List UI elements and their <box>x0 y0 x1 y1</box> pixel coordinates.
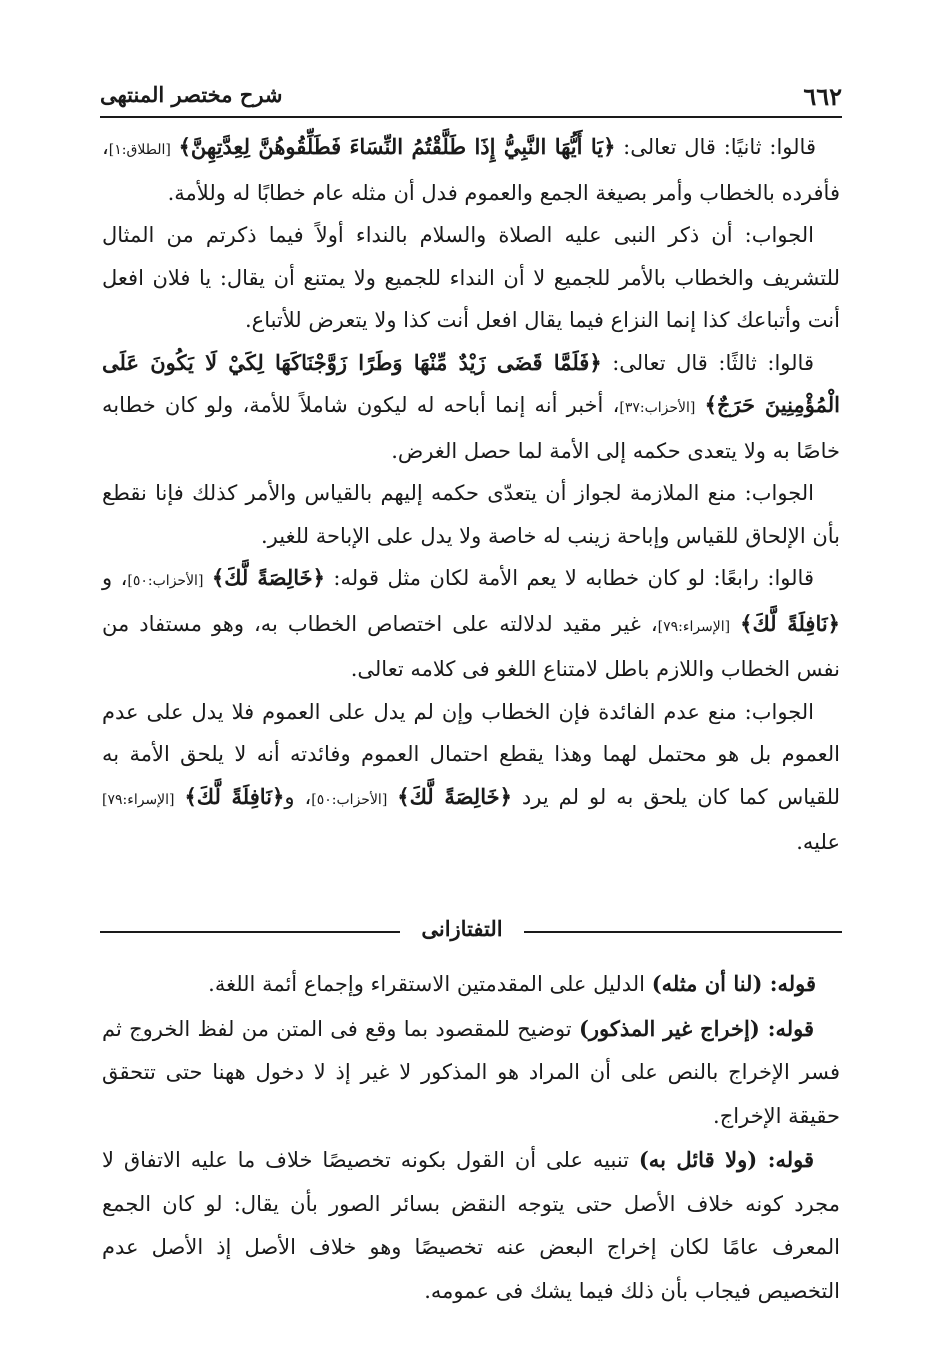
quran-verse: ﴿نَافِلَةً لَّكَ﴾ <box>184 783 285 809</box>
main-paragraph <box>102 342 840 473</box>
text-run: الجواب: أن ذكر النبى عليه الصلاة والسلام بالنداء أولاً فيما ذكرتم من المثال للتشريف والخطاب بالأمر للجميع لا أن النداء للجميع ولا يمتنع أن يقال: يا فلان افعل أنت وأتباعك كذا إنما النزاع فيما يقال افعل أنت كذا ولا يتعرض للأتباع. <box>102 223 840 332</box>
text-run: قالوا: ثانيًا: قال تعالى: <box>615 135 816 159</box>
text-run <box>695 393 704 417</box>
header-rule <box>100 116 842 118</box>
divider-line-left <box>100 931 400 933</box>
commentary-paragraph <box>102 1007 840 1139</box>
text-run: ، أخبر أنه إنما أباحه له ليكون شاملاً للأمة، ولو كان خطابه خاصًا به ولا يتعدى حكمه إلى الأمة لما حصل الغرض. <box>102 393 840 463</box>
text-run: عليه. <box>796 830 840 854</box>
commentary-paragraph <box>102 1138 840 1313</box>
main-text-block <box>102 126 840 864</box>
verse-reference: [الإسراء:٧٩] <box>102 791 175 808</box>
text-run <box>175 785 185 809</box>
text-run: ، فأفرده بالخطاب وأمر بصيغة الجمع والعموم فدل أن مثله عام خطابًا له وللأمة. <box>102 135 840 205</box>
main-paragraph <box>102 472 840 557</box>
quran-verse: ﴿خَالِصَةً لَّكَ﴾ <box>211 565 325 590</box>
verse-reference: [الأحزاب:٥٠] <box>311 791 388 808</box>
main-paragraph <box>102 214 840 342</box>
text-run: الجواب: منع الملازمة لجواز أن يتعدّى حكمه إليهم بالقياس والأمر كذلك فإنا نقطع بأن الإلحاق للقياس وإباحة زينب له خاصة ولا يدل على الإباحة للغير. <box>102 481 840 548</box>
commentary-lemma: قوله: (ولا قائل به) <box>638 1147 814 1172</box>
text-run: ، و <box>102 566 128 590</box>
quran-verse: ﴿نَافِلَةً لَّكَ﴾ <box>740 610 840 636</box>
verse-reference: [الإسراء:٧٩] <box>657 618 731 635</box>
text-run <box>730 612 740 636</box>
text-run <box>387 785 397 809</box>
text-run: ، غير مقيد لدلالته على اختصاص الخطاب به، وهو مستفاد من نفس الخطاب واللازم باطل لامتناع اللغو فى كلامه تعالى. <box>102 611 840 681</box>
page-header <box>100 80 842 116</box>
verse-reference: [الأحزاب:٣٧] <box>619 400 696 416</box>
commentary-lemma: قوله: (إخراج غير المذكور) <box>578 1015 814 1041</box>
text-run: ، و <box>284 784 312 809</box>
main-paragraph <box>102 126 840 214</box>
verse-reference: [الطلاق:١] <box>108 142 171 158</box>
section-divider <box>100 910 842 950</box>
verse-reference: [الأحزاب:٥٠] <box>127 573 204 589</box>
text-run: توضيح للمقصود بما وقع فى المتن من لفظ الخروج ثم فسر الإخراج بالنص على أن المراد هو المذكور لا غير إذ لا دخول ههنا حتى تتحقق حقيقة الإخراج. <box>102 1016 840 1128</box>
main-paragraph <box>102 691 840 864</box>
running-title: شرح مختصر المنتهى <box>100 82 283 107</box>
text-run: الجواب: منع عدم الفائدة فإن الخطاب وإن لم يدل على العموم فلا يدل على عدم العموم بل هو محتمل لهما وهذا يقطع احتمال العموم وفائدته أنه لا يلحق الأمة به للقياس كما كان يلحق به لو لم يرد <box>102 699 840 809</box>
text-run <box>203 566 211 590</box>
text-run: قالوا: ثالثًا: قال تعالى: <box>601 350 814 375</box>
text-run <box>171 135 179 159</box>
quran-verse: ﴿خَالِصَةً لَّكَ﴾ <box>397 783 512 809</box>
text-run: الدليل على المقدمتين الاستقراء وإجماع أئمة اللغة. <box>208 972 652 996</box>
text-run: تنبيه على أن القول بكونه تخصيصًا خلاف ما عليه الاتفاق لا مجرد كونه خلاف الأصل حتى يتوجه النقض بسائر الصور بأن يقال: لو كان الجمع المعرف عامًا لكان إخراج البعض عنه تخصيصًا وهو خلاف الأصل إذ الأصل عدم التخصيص فيجاب بأن ذلك فيما يشك فى عمومه. <box>102 1148 840 1303</box>
quran-verse: ﴿فَلَمَّا قَضَى زَيْدٌ مِّنْهَا وَطَرًا زَوَّجْنَاكَهَا لِكَيْ لَا يَكُونَ عَلَى الْمُؤْمِنِينَ حَرَجٌ﴾ <box>102 349 840 417</box>
page-number: ٦٦٢ <box>803 82 842 111</box>
commentary-lemma: قوله: (لنا أن مثله) <box>651 971 816 996</box>
divider-line-right <box>524 931 842 933</box>
main-paragraph <box>102 557 840 691</box>
quran-verse: ﴿يَا أَيُّهَا النَّبِيُّ إِذَا طَلَّقْتُمُ النِّسَاءَ فَطَلِّقُوهُنَّ لِعِدَّتِهِنَّ﴾ <box>178 134 616 159</box>
text-run: قالوا: رابعًا: لو كان خطابه لا يعم الأمة لكان مثل قوله: <box>324 566 814 590</box>
commentary-section-title: التفتازانى <box>421 916 503 941</box>
commentary-text-block <box>102 962 840 1313</box>
commentary-paragraph <box>102 962 840 1007</box>
